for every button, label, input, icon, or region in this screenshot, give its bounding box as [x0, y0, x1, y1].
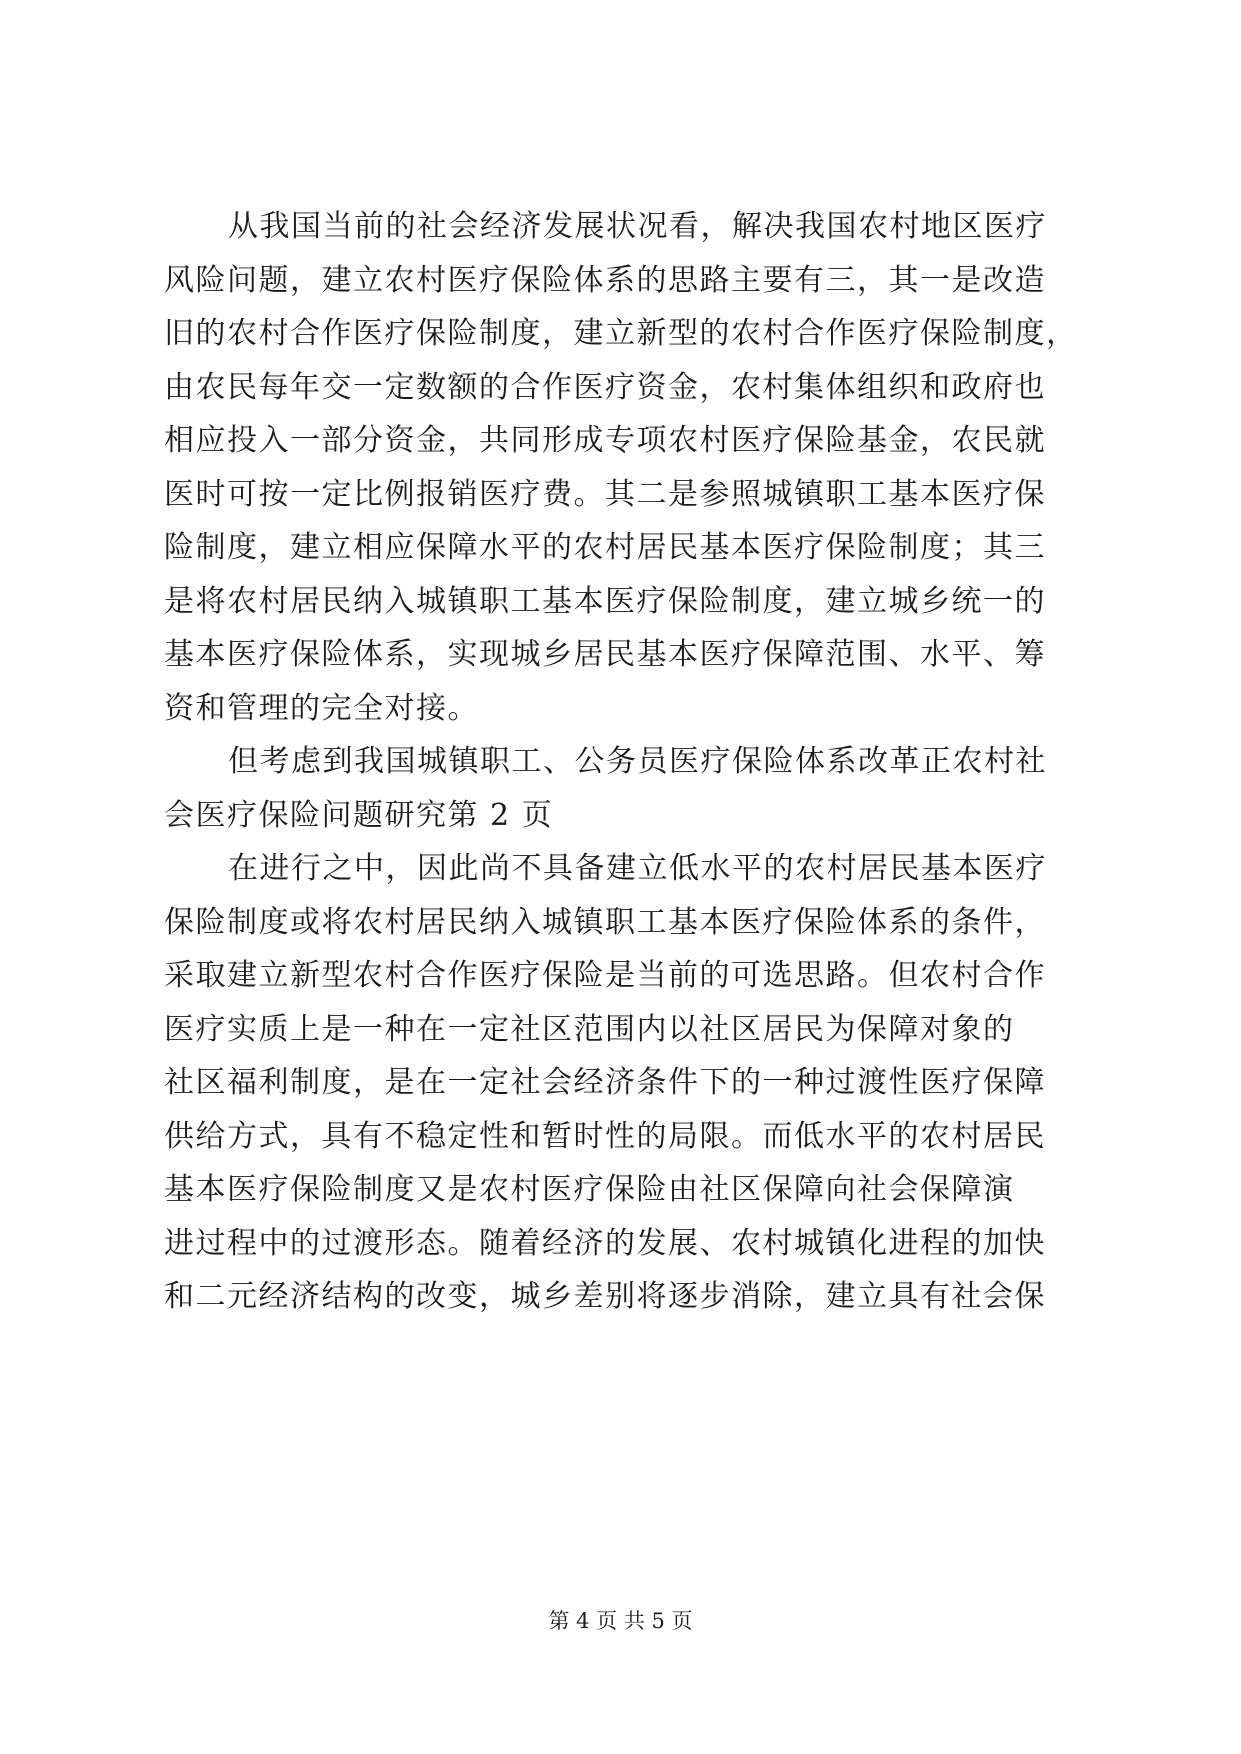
text-line: 社区福利制度，是在一定社会经济条件下的一种过渡性医疗保障	[164, 1065, 1046, 1100]
text-line: 供给方式，具有不稳定性和暂时性的局限。而低水平的农村居民	[164, 1118, 1046, 1154]
text-line: 保险制度或将农村居民纳入城镇职工基本医疗保险体系的条件，	[164, 904, 1046, 940]
text-line: 和二元经济结构的改变，城乡差别将逐步消除，建立具有社会保	[164, 1279, 1046, 1314]
page-footer: 第 4 页 共 5 页	[548, 1609, 693, 1633]
text-line: 在进行之中，因此尚不具备建立低水平的农村居民基本医疗	[228, 851, 1047, 886]
text-line: 相应投入一部分资金，共同形成专项农村医疗保险基金，农民就	[164, 423, 1046, 458]
text-line: 旧的农村合作医疗保险制度，建立新型的农村合作医疗保险制度，	[164, 316, 1078, 351]
text-line: 是将农村居民纳入城镇职工基本医疗保险制度，建立城乡统一的	[164, 583, 1046, 619]
text-line: 风险问题，建立农村医疗保险体系的思路主要有三，其一是改造	[164, 262, 1046, 298]
text-line: 从我国当前的社会经济发展状况看，解决我国农村地区医疗	[228, 209, 1047, 244]
text-line: 险制度，建立相应保障水平的农村居民基本医疗保险制度；其三	[164, 530, 1046, 565]
text-line: 由农民每年交一定数额的合作医疗资金，农村集体组织和政府也	[164, 369, 1046, 405]
text-line: 会医疗保险问题研究第 2 页	[164, 797, 554, 833]
text-line: 医时可按一定比例报销医疗费。其二是参照城镇职工基本医疗保	[164, 476, 1046, 512]
text-line: 医疗实质上是一种在一定社区范围内以社区居民为保障对象的	[164, 1011, 1015, 1047]
text-line: 基本医疗保险制度又是农村医疗保险由社区保障向社会保障演	[164, 1172, 1015, 1207]
text-line: 采取建立新型农村合作医疗保险是当前的可选思路。但农村合作	[164, 958, 1046, 993]
text-line: 资和管理的完全对接。	[164, 690, 479, 726]
body-text	[164, 200, 1094, 1324]
text-line: 基本医疗保险体系，实现城乡居民基本医疗保障范围、水平、筹	[164, 637, 1046, 672]
text-line: 但考虑到我国城镇职工、公务员医疗保险体系改革正农村社	[228, 744, 1047, 779]
text-line: 进过程中的过渡形态。随着经济的发展、农村城镇化进程的加快	[164, 1225, 1046, 1261]
